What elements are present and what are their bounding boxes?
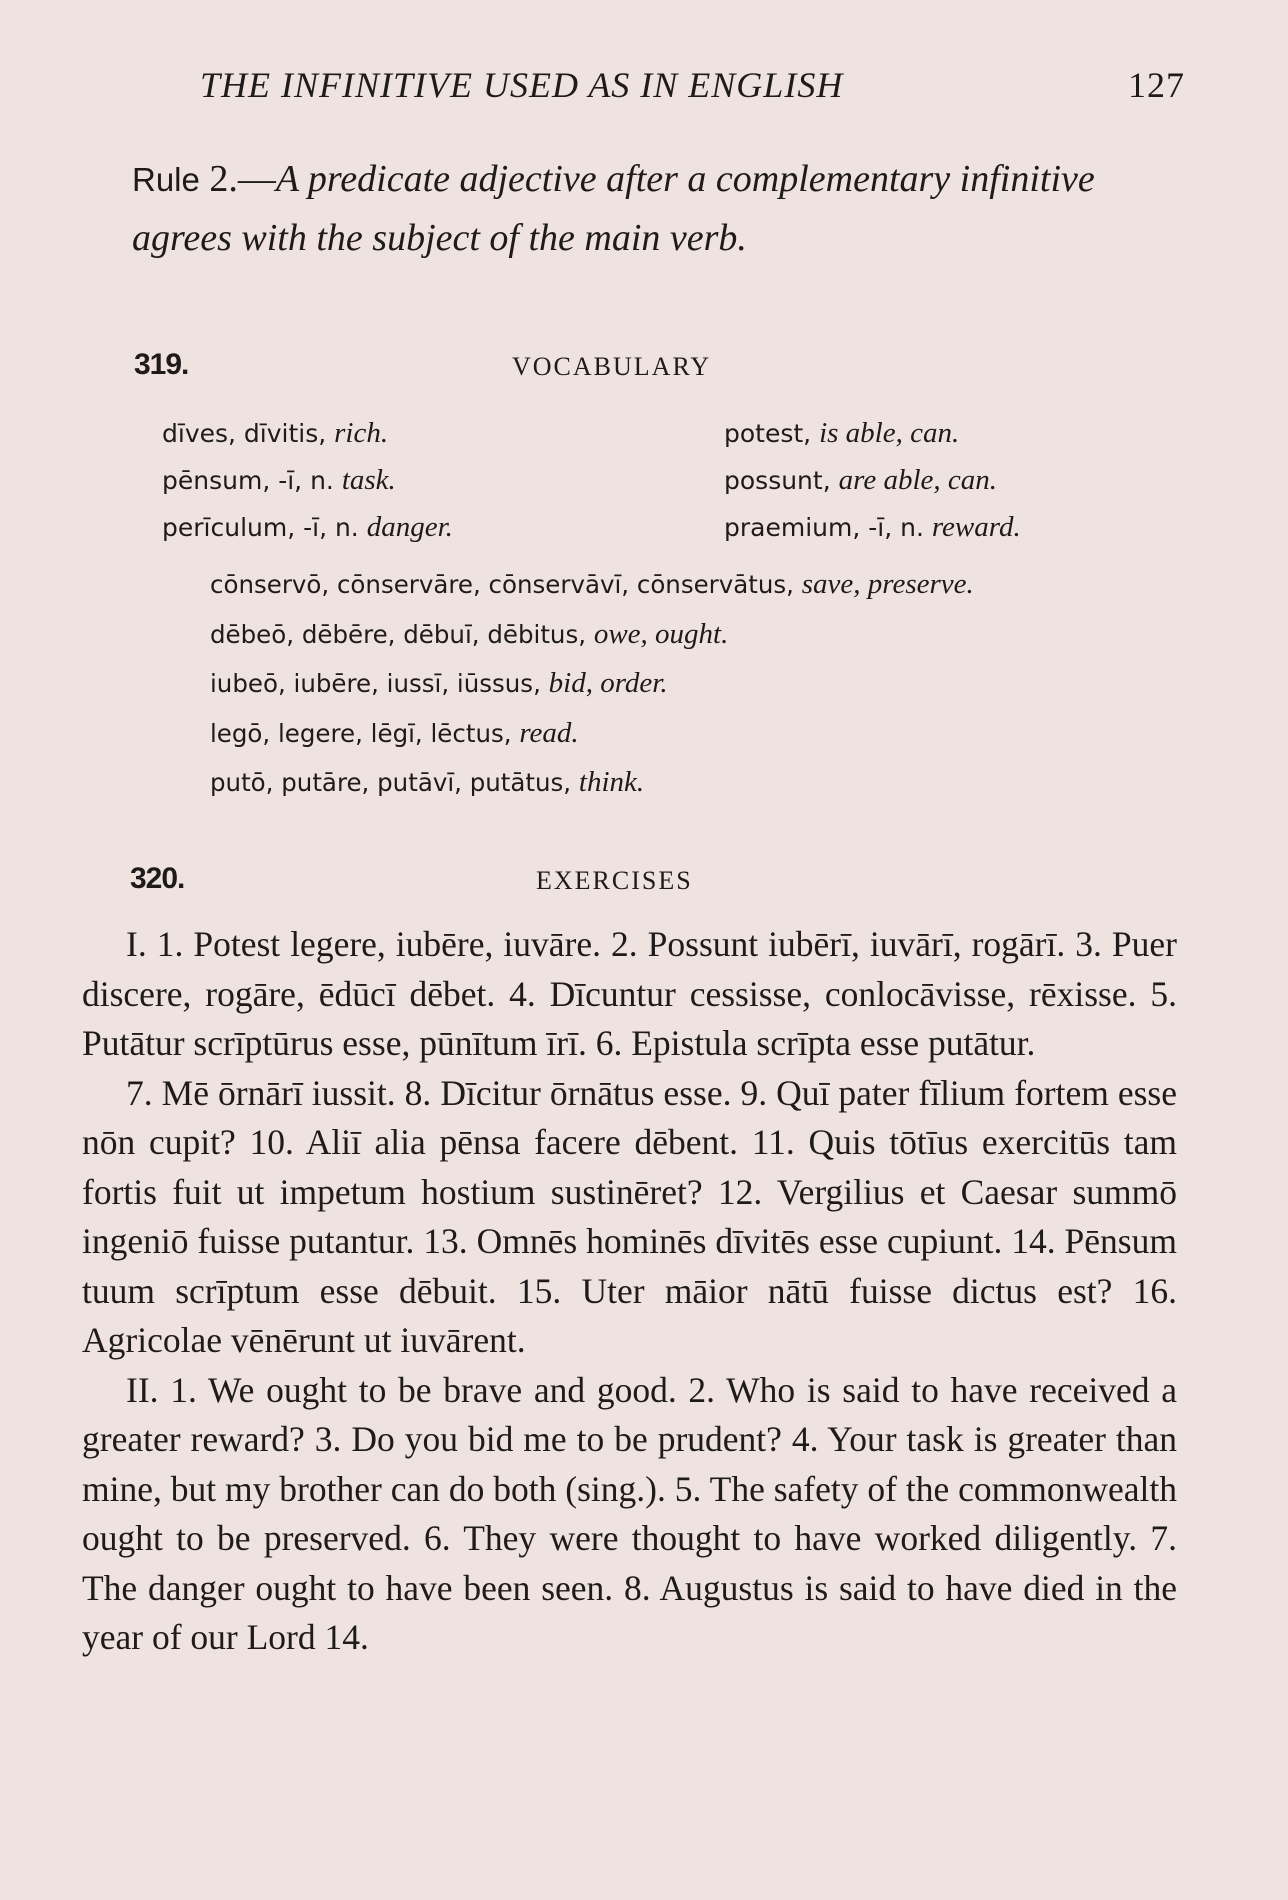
verb-entry: legō, legere, lēgī, lēctus, read. bbox=[210, 716, 579, 749]
exercises-heading bbox=[130, 862, 1170, 902]
vocabulary-verbs bbox=[210, 560, 974, 808]
exercise-paragraph: 7. Mē ōrnārī iussit. 8. Dīcitur ōrnātus esse. 9. Quī pater fīlium fortem esse nōn cupit? 10. Aliī alia pēnsa facere dēbent. 11. Quis tōtīus exercitūs tam fortis fuit ut impetum hostium sustinēret? 12. Vergilius et Caesar summō ingeniō fuisse putantur. 13. Omnēs hominēs dīvitēs esse cupiunt. 14. Pēnsum tuum scrīptum esse dēbuit. 15. Uter māior nātū fuisse dictus est? 16. Agricolae vēnērunt ut iuvārent. bbox=[82, 1072, 1177, 1360]
vocab-entry: pēnsum, -ī, n. task. bbox=[162, 464, 396, 496]
exercises-body bbox=[82, 920, 1177, 1663]
vocabulary-title: VOCABULARY bbox=[512, 352, 712, 381]
running-title: THE INFINITIVE USED AS IN ENGLISH bbox=[200, 65, 844, 105]
vocab-entry: praemium, -ī, n. reward. bbox=[724, 511, 1021, 543]
running-header bbox=[200, 64, 1185, 114]
exercises-title: EXERCISES bbox=[536, 866, 693, 895]
grammar-rule bbox=[132, 150, 1182, 267]
vocabulary-section-number: 319. bbox=[134, 348, 189, 381]
rule-text: A predicate adjective after a complementary infinitive agrees with the subject of the main verb. bbox=[132, 158, 1095, 259]
vocab-entry: perīculum, -ī, n. danger. bbox=[162, 511, 453, 543]
vocabulary-right-column bbox=[724, 410, 1021, 551]
rule-label: Rule bbox=[132, 161, 200, 198]
vocabulary-left-column bbox=[162, 410, 453, 551]
page-number: 127 bbox=[1128, 65, 1185, 105]
verb-entry: dēbeō, dēbēre, dēbuī, dēbitus, owe, ought. bbox=[210, 617, 729, 650]
vocab-entry: potest, is able, can. bbox=[724, 417, 960, 449]
verb-entry: putō, putāre, putāvī, putātus, think. bbox=[210, 766, 645, 798]
exercise-paragraph: I. 1. Potest legere, iubēre, iuvāre. 2. Possunt iubērī, iuvārī, rogārī. 3. Puer discere, rogāre, ēdūcī dēbet. 4. Dīcuntur cessisse, conlocāvisse, rēxisse. 5. Putātur scrīptūrus esse, pūnītum īrī. 6. Epistula scrīpta esse putātur. bbox=[82, 924, 1177, 1063]
rule-number: 2. bbox=[209, 158, 238, 200]
vocab-entry: possunt, are able, can. bbox=[724, 464, 997, 496]
rule-dash: — bbox=[237, 158, 276, 200]
verb-entry: cōnservō, cōnservāre, cōnservāvī, cōnservātus, save, preserve. bbox=[210, 568, 974, 600]
verb-entry: iubeō, iubēre, iussī, iūssus, bid, order. bbox=[210, 667, 668, 699]
exercises-section-number: 320. bbox=[130, 862, 185, 895]
vocabulary-heading bbox=[134, 348, 1174, 388]
vocab-entry: dīves, dīvitis, rich. bbox=[162, 417, 389, 449]
exercise-paragraph: II. 1. We ought to be brave and good. 2. Who is said to have received a greater reward? 3. Do you bid me to be prudent? 4. Your task is greater than mine, but my brother can do both (sing.). 5. The safety of the commonwealth ought to be preserved. 6. They were thought to have worked diligently. 7. The danger ought to have been seen. 8. Augustus is said to have died in the year of our Lord 14. bbox=[82, 1369, 1177, 1657]
